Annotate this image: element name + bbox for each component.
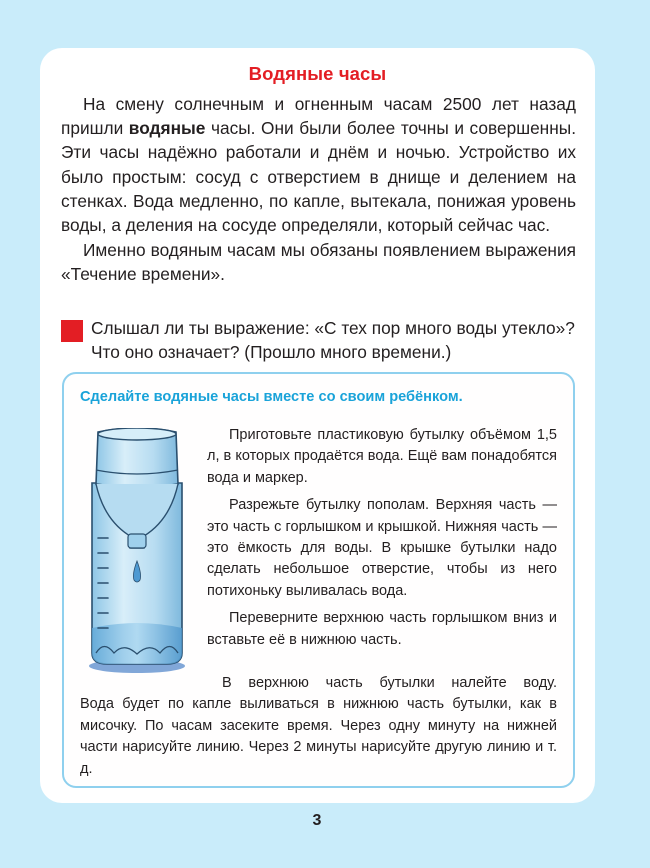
bold-term: водяные — [128, 118, 206, 139]
step-4-rest: Вода будет по капле выливаться в нижнюю часть бутылки, как в мисочку. По часам засеките время. Через одну минуту на нижней части нарисуйте линию. Через 2 минуты нарисуйте другую линию и т. д. — [80, 696, 557, 777]
page-number: 3 — [312, 812, 322, 829]
water-clock-bottle-icon — [82, 428, 192, 674]
main-text — [61, 92, 576, 287]
question-line-2: Что оно означает? (Прошло много времени.) — [91, 342, 452, 363]
question — [91, 316, 591, 364]
step-2: Разрежьте бутылку пополам. Верхняя часть — это часть с горлышком и крышкой. Нижняя часть — это ёмкость для воды. В крышке бутылки надо сделать небольшое отверстие, чтобы из него потихоньку выливалась вода. — [207, 497, 557, 599]
paragraph-1: На смену солнечным и огненным часам 2500 лет назад пришли водяные часы. Они были более точны и совершенны. Эти часы надёжно работали и днём и ночью. Устройство их было простым: сосуд с отверстием в днище и делением на стенках. Вода медленно, по капле, вытекала, понижая уровень воды, а деления на сосуде определяли, который сейчас час. — [61, 94, 576, 236]
question-marker-icon — [61, 320, 83, 342]
paragraph-2: Именно водяным часам мы обязаны появлением выражения «Течение времени». — [61, 240, 576, 285]
step-4-first-line: В верхнюю часть бутылки налейте воду. — [222, 675, 557, 691]
page-title: Водяные часы — [248, 63, 387, 84]
step-3: Переверните верхнюю часть горлышком вниз и вставьте её в нижнюю часть. — [207, 610, 557, 648]
activity-title: Сделайте водяные часы вместе со своим ребёнком. — [80, 389, 463, 405]
question-line-1: Слышал ли ты выражение: «С тех пор много воды утекло»? — [91, 318, 575, 338]
step-1: Приготовьте пластиковую бутылку объёмом 1,5 л, в которых продаётся вода. Ещё вам понадобятся вода и маркер. — [207, 427, 557, 486]
step-4 — [80, 673, 557, 780]
activity-steps — [207, 425, 557, 651]
